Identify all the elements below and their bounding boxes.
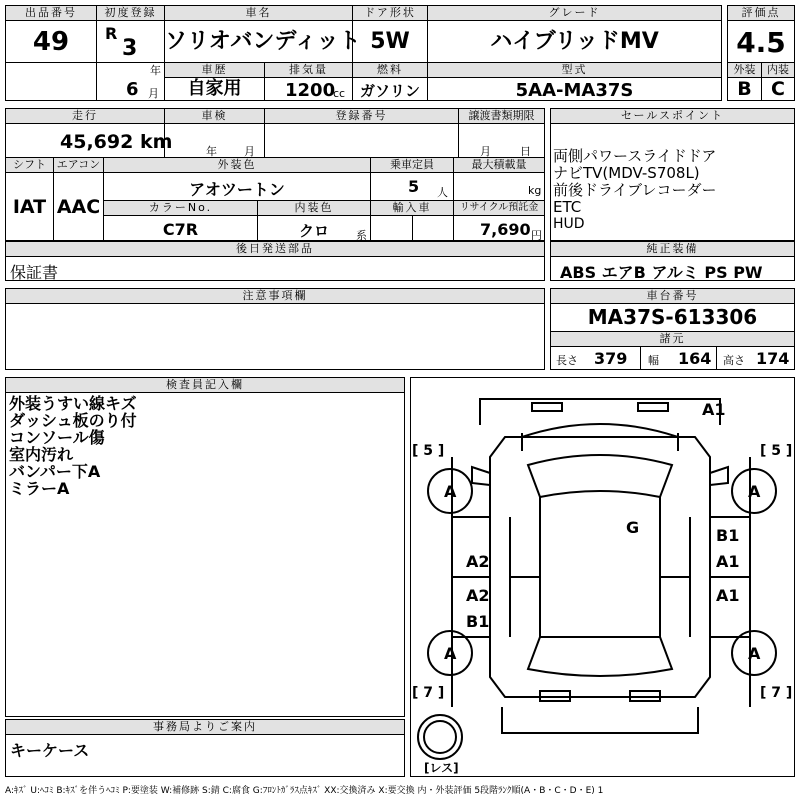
exterior-grade: B xyxy=(737,78,752,100)
label-displacement: 排気量 xyxy=(265,63,352,77)
grade: ハイブリッドMV xyxy=(490,29,659,54)
score: 4.5 xyxy=(736,26,786,59)
inspector-note: バンパー下A xyxy=(9,462,101,481)
mark-left-door-2a: A2 xyxy=(466,586,490,605)
label-fuel: 燃料 xyxy=(353,63,427,77)
label-shift: シフト xyxy=(6,158,53,172)
label-height: 高さ xyxy=(723,354,745,367)
later-parts: 保証書 xyxy=(10,263,59,282)
displacement: 1200 xyxy=(285,80,336,101)
options: ABS エアB アルミ PS PW xyxy=(560,263,763,282)
bracket-5-left: [ 5 ] xyxy=(412,443,445,459)
spec-height: 174 xyxy=(756,349,790,368)
label-transfer-doc: 譲渡書類期限 xyxy=(459,109,544,123)
label-lot-no: 出品番号 xyxy=(6,6,96,20)
model-code: 5AA-MA37S xyxy=(515,80,634,101)
label-options: 純正装備 xyxy=(551,242,794,256)
aircon: AAC xyxy=(56,196,101,218)
ext-color: アオツートン xyxy=(189,180,285,199)
capacity: 5 xyxy=(408,177,420,196)
label-width: 幅 xyxy=(648,354,659,367)
kg-unit: kg xyxy=(528,184,542,197)
label-car-name: 車名 xyxy=(165,6,352,20)
label-ext-color: 外装色 xyxy=(104,158,370,172)
label-inspection: 車検 xyxy=(165,109,264,123)
label-color-no: カラーNo. xyxy=(104,201,257,215)
car-name: ソリオバンディット xyxy=(165,29,361,54)
bracket-7-right: [ 7 ] xyxy=(760,685,793,701)
inspector-note: 外装うすい線キズ xyxy=(9,394,137,413)
int-color: クロ xyxy=(298,222,329,240)
recycle-fee: 7,690 xyxy=(480,220,531,239)
label-model-code: 型式 xyxy=(428,63,721,77)
mark-right-front-tire: A xyxy=(748,482,761,501)
mark-left-rear-tire: A xyxy=(444,644,457,663)
spec-length: 379 xyxy=(594,349,628,368)
inspection-year-unit: 年 xyxy=(206,145,217,158)
lot-number: 49 xyxy=(32,27,70,57)
label-inspector: 検査員記入欄 xyxy=(6,378,404,392)
mark-right-door-2: A1 xyxy=(716,586,740,605)
sales-point-list xyxy=(553,148,717,233)
label-length: 長さ xyxy=(556,354,578,367)
office-note: キーケース xyxy=(10,741,90,760)
label-interior: 内装 xyxy=(762,63,794,77)
label-exterior: 外装 xyxy=(728,63,761,77)
legend: A:ｷｽﾞ U:ﾍｺﾐ B:ｷｽﾞを伴うﾍｺﾐ P:要塗装 W:補修跡 S:錆 C:腐食 G:ﾌﾛﾝﾄｶﾞﾗｽ点ｷｽﾞ XX:交換済み X:要交換 内・外装評価 5段階ﾗﾝｸ順(A・B・C・D・E) 1 xyxy=(5,786,604,796)
year-unit: 年 xyxy=(150,64,161,77)
inspector-note: コンソール傷 xyxy=(9,428,105,447)
bracket-5-right: [ 5 ] xyxy=(760,443,793,459)
inspection-month-unit: 月 xyxy=(244,145,255,158)
label-capacity: 乗車定員 xyxy=(371,158,453,172)
label-chassis: 車台番号 xyxy=(551,289,794,303)
bracket-7-left: [ 7 ] xyxy=(412,685,445,701)
door-type: 5W xyxy=(370,29,410,54)
sales-point-item: ナビTV(MDV-S708L) xyxy=(553,164,700,182)
history: 自家用 xyxy=(187,78,242,99)
sales-point-item: 前後ドライブレコーダー xyxy=(553,181,717,199)
sales-point-item: HUD xyxy=(553,216,585,232)
inspector-note: ダッシュ板のり付 xyxy=(9,411,137,430)
reg-year: 3 xyxy=(122,36,138,61)
label-door: ドア形状 xyxy=(353,6,427,20)
spare-label: [レス] xyxy=(424,761,459,775)
chassis-number: MA37S-613306 xyxy=(587,305,758,329)
era: R xyxy=(105,24,118,43)
label-later-parts: 後日発送部品 xyxy=(6,242,544,256)
car-diagram xyxy=(410,377,795,777)
label-max-load: 最大積載量 xyxy=(454,158,544,172)
transfer-day-unit: 日 xyxy=(520,145,531,158)
yen-unit: 円 xyxy=(531,229,542,242)
label-notes: 注意事項欄 xyxy=(6,289,544,303)
mark-right-door-1a: B1 xyxy=(716,526,740,545)
label-office: 事務局よりご案内 xyxy=(6,720,404,734)
mark-right-rear-tire: A xyxy=(748,644,761,663)
mileage: 45,692 km xyxy=(60,131,173,153)
mark-top-right: A1 xyxy=(702,400,726,419)
mark-center: G xyxy=(626,518,640,537)
label-reg-no: 登録番号 xyxy=(265,109,458,123)
month-unit: 月 xyxy=(148,87,159,100)
inspector-note: ミラーA xyxy=(9,479,70,498)
label-recycle: リサイクル預託金 xyxy=(454,201,544,215)
label-aircon: エアコン xyxy=(54,158,103,172)
transfer-month-unit: 月 xyxy=(480,145,491,158)
series-unit: 系 xyxy=(356,229,367,242)
label-int-color: 内装色 xyxy=(258,201,370,215)
mark-left-door-2b: B1 xyxy=(466,612,490,631)
label-first-reg: 初度登録 xyxy=(97,6,164,20)
label-sales-point: セールスポイント xyxy=(551,109,794,123)
inspector-notes-list xyxy=(9,395,137,497)
shift: IAT xyxy=(12,196,47,218)
sales-point-item: 両側パワースライドドア xyxy=(553,147,717,165)
label-specs: 諸元 xyxy=(551,332,794,346)
person-unit: 人 xyxy=(437,186,448,199)
interior-grade: C xyxy=(771,78,785,100)
label-import: 輸入車 xyxy=(371,201,453,215)
mark-right-door-1b: A1 xyxy=(716,552,740,571)
label-mileage: 走行 xyxy=(6,109,164,123)
mark-left-door-1: A2 xyxy=(466,552,490,571)
label-score: 評価点 xyxy=(728,6,794,20)
inspector-note: 室内汚れ xyxy=(9,445,74,464)
label-history: 車歴 xyxy=(165,63,264,77)
reg-month: 6 xyxy=(126,79,139,100)
spec-width: 164 xyxy=(678,349,712,368)
cc-unit: cc xyxy=(333,87,346,100)
fuel: ガソリン xyxy=(359,82,420,100)
mark-left-front-tire: A xyxy=(444,482,457,501)
sales-point-item: ETC xyxy=(553,198,582,216)
color-no: C7R xyxy=(162,220,199,239)
label-grade: グレード xyxy=(428,6,721,20)
